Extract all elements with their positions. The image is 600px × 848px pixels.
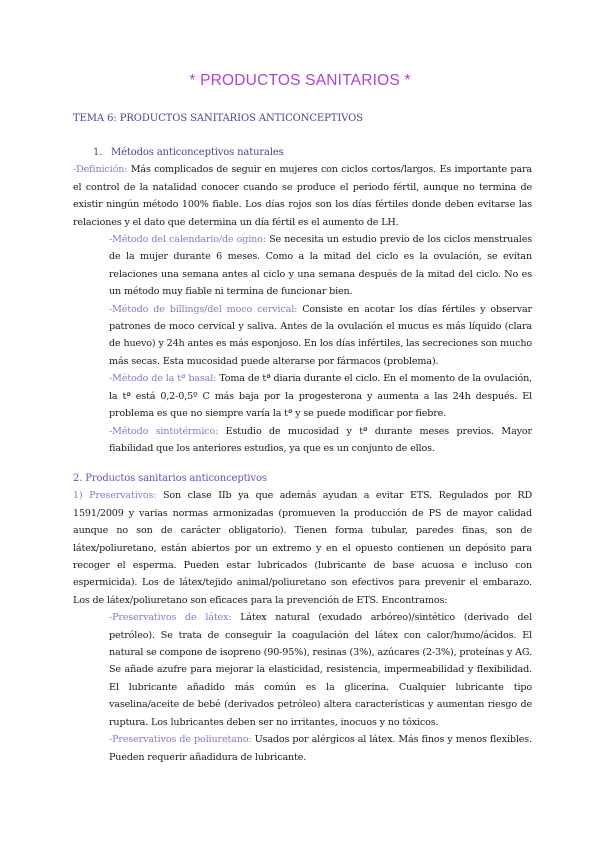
section-1-number: 1.	[93, 147, 103, 158]
latex-preservatives-text: Látex natural (exudado arbóreo)/sintético (derivado del petróleo). Se trata de conseguir la coagulación del látex con calor/humo/ácidos. El natural se compone de isopreno (90-95%), resinas (3%), azúcares (2-3%), proteínas y AG. Se añade azufre para mejorar la elasticidad, resistencia, impermeabilidad y flexibilidad. El lubricante añadido más común es la glicerina. Cualquier lubricante tipo vaselina/aceite de bebé (derivados petróleo) altera características y aumentan riesgo de ruptura. Los lubricantes deben ser no irritantes, inocuos y no tóxicos.	[109, 612, 532, 728]
polyurethane-preservatives-text: Usados por alérgicos al látex. Más finos y menos flexibles. Pueden requerir añadidura de lubricante.	[109, 734, 532, 763]
method-billings	[73, 301, 532, 371]
definition-text: Más complicados de seguir en mujeres con ciclos cortos/largos. Es importante para el control de la natalidad conocer cuando se produce el periodo fértil, aunque no termina de existir ningún método 100% fiable. Los días rojos son los días fértiles donde deben evitarse las relaciones y el dato que determina un día fértil es el aumento de LH.	[73, 164, 532, 228]
method-calendar	[73, 231, 532, 301]
preservatives-paragraph	[73, 487, 532, 609]
latex-preservatives-label: -Preservativos de látex:	[109, 612, 232, 624]
section-1-heading	[73, 144, 532, 161]
latex-preservatives	[73, 609, 532, 731]
section-1	[73, 144, 532, 457]
definition-label: -Definición:	[73, 164, 128, 176]
section-1-title: Métodos anticonceptivos naturales	[111, 147, 284, 158]
definition-paragraph	[73, 161, 532, 231]
polyurethane-preservatives	[73, 731, 532, 766]
method-billings-text: Consiste en acotar los días fértiles y observar patrones de moco cervical y saliva. Antes de la ovulación el mucus es más líquido (clara de huevo) y 24h antes es más esponjoso. En los días infértiles, las secreciones son mucho más secas. Esta mucosidad puede alterarse por fármacos (problema).	[109, 303, 532, 367]
preservatives-text: Son clase IIb ya que además ayudan a evitar ETS. Regulados por RD 1591/2009 y varias normas armonizadas (promueven la producción de PS de mayor calidad aunque no son de carácter obligatorio). Tienen forma tubular, paredes finas, son de látex/poliuretano, están abiertos por un extremo y en el opuesto contienen un depósito para recoger el esperma. Pueden estar lubricados (lubricante de base acuosa e incluso con espermicida). Los de látex/tejido animal/poliuretano son efectivos para prevenir el embarazo. Los de látex/poliuretano son eficaces para la prevención de ETS. Encontramos:	[73, 490, 532, 606]
preservatives-label: 1) Preservativos:	[73, 490, 157, 502]
section-2	[73, 470, 532, 766]
method-calendar-label: -Método del calendario/de ogino:	[109, 234, 266, 246]
method-sintotermico-text: Estudio de mucosidad y tª durante meses previos. Mayor fiabilidad que los anteriores estudios, ya que es un conjunto de ellos.	[109, 425, 532, 454]
method-calendar-text: Se necesita un estudio previo de los ciclos menstruales de la mujer durante 6 meses. Como a la mitad del ciclo es la ovulación, se evitan relaciones una semana antes al ciclo y una semana después de la mitad del ciclo. No es un método muy fiable ni termina de funcionar bien.	[109, 234, 532, 298]
polyurethane-preservatives-label: -Preservativos de poliuretano:	[109, 734, 252, 746]
method-sintotermico	[73, 423, 532, 458]
topic-heading: TEMA 6: PRODUCTOS SANITARIOS ANTICONCEPTIVOS	[73, 113, 363, 124]
method-basal-temp	[73, 370, 532, 422]
method-basal-temp-label: -Método de la tª basal:	[109, 373, 217, 385]
method-basal-temp-text: Toma de tª diaria durante el ciclo. En el momento de la ovulación, la tª está 0,2-0,5º C más baja por la progesterona y aumenta a las 24h después. El problema es que no siempre varía la tª y se puede modificar por fiebre.	[109, 373, 532, 420]
document-title: * PRODUCTOS SANITARIOS *	[189, 72, 411, 89]
method-sintotermico-label: -Método sintotérmico:	[109, 425, 219, 437]
section-2-heading: 2. Productos sanitarios anticonceptivos	[73, 473, 267, 484]
method-billings-label: -Método de billings/del moco cervical:	[109, 303, 298, 315]
